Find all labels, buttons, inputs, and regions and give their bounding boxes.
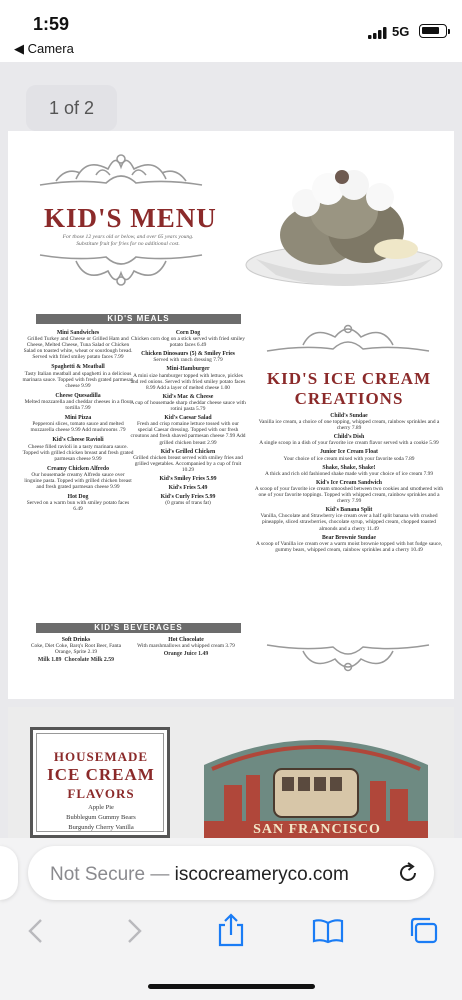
menu-item bbox=[22, 330, 134, 360]
menu-item bbox=[130, 476, 246, 482]
menu-item bbox=[254, 465, 444, 477]
menu-item-desc: A mini size hamburger topped with lettuce, pickles and red onions. Served with fried smiley potato faces 8.99 Add a layer of melted cheese 1.00 bbox=[130, 372, 246, 391]
back-chevron-icon[interactable] bbox=[26, 918, 46, 944]
menu-item-name: Kid's Grilled Chicken bbox=[160, 448, 216, 455]
menu-item-desc: A thick and rich old fashioned shake made with your choice of ice cream 7.99 bbox=[264, 470, 434, 477]
menu-item bbox=[130, 330, 246, 348]
tabs-icon[interactable] bbox=[408, 916, 440, 946]
battery-cap bbox=[448, 29, 450, 34]
menu-item-desc: Vanilla, Chocolate and Strawberry ice cream over a half split banana with crushed pineapple, sliced strawberries, chocolate syrup, whipped cream, chopped toasted almonds and a cherry 11.49 bbox=[260, 513, 438, 532]
menu-item-desc: A scoop of your favorite ice cream smooshed between two cookies and smothered with one of your favorite toppings. Topped with whipped cream, rainbow sprinkles and a cherry 7.99 bbox=[254, 485, 444, 505]
soft-drinks-name: Soft Drinks bbox=[61, 637, 91, 643]
menu-item-desc: Melted mozzarella and cheddar cheeses in a flour tortilla 7.99 bbox=[24, 398, 132, 412]
share-icon[interactable] bbox=[217, 913, 245, 947]
menu-item-desc: Pepperoni slices, tomato sauce and melted mozzarella cheese 9.99 Add mushrooms .79 bbox=[30, 421, 126, 434]
menu-item-name: Kid's Curly Fries 5.99 bbox=[160, 494, 216, 501]
kids-meals-header: KID'S MEALS bbox=[36, 314, 241, 324]
ice-cream-bottom-ornament-icon bbox=[263, 641, 433, 675]
menu-item-desc: Our housemade creamy Alfredo sauce over linguine pasta. Topped with grilled chicken breast and fresh grated parmesan cheese 9.99 bbox=[24, 471, 132, 491]
menu-item bbox=[130, 351, 246, 363]
flavor-item: Bubblegum Gummy Bears bbox=[66, 814, 136, 821]
sundae-photo bbox=[236, 167, 446, 297]
orange-juice-item: Orange Juice 1.49 bbox=[163, 651, 209, 658]
menu-item bbox=[22, 437, 134, 461]
san-francisco-banner: SAN FRANCISCO bbox=[253, 822, 381, 837]
kids-menu-title: KID'S MENU bbox=[44, 203, 217, 233]
menu-item-name: Kid's Cheese Ravioli bbox=[52, 437, 104, 444]
beverages-right bbox=[136, 637, 236, 657]
menu-item-desc: Tasty Italian meatball and spaghetti in a delicious marinara sauce. Topped with fresh grated parmesan cheese 9.99 bbox=[22, 370, 134, 389]
ice-cream-title-line-1: KID'S ICE CREAM bbox=[266, 369, 432, 388]
menu-item-name: Kid's Smiley Fries 5.99 bbox=[159, 475, 217, 482]
menu-item-desc: A cup of housemade sharp cheddar cheese sauce with rotini pasta 5.79 bbox=[130, 399, 246, 413]
battery-icon bbox=[419, 24, 447, 38]
kids-beverages-header: KID'S BEVERAGES bbox=[36, 623, 241, 633]
ice-cream-creations-title bbox=[256, 369, 442, 409]
menu-item bbox=[130, 394, 246, 412]
address-text[interactable] bbox=[50, 864, 349, 886]
flavor-list bbox=[38, 803, 164, 833]
menu-item bbox=[22, 466, 134, 490]
menu-item-name: Child's Dish bbox=[333, 434, 365, 441]
menu-item-name: Kid's Fries 5.49 bbox=[168, 485, 208, 492]
menu-item bbox=[22, 364, 134, 388]
chocolate-milk-item: Chocolate Milk 2.59 bbox=[64, 657, 115, 664]
milk-item: Milk 1.89 bbox=[37, 657, 62, 664]
url-domain: iscocreameryco.com bbox=[174, 864, 349, 885]
top-ornament-icon bbox=[36, 149, 206, 189]
menu-item-desc: Your choice of ice cream mixed with your favorite soda 7.89 bbox=[283, 455, 415, 462]
menu-item-desc: Chicken corn dog on a stick served with fried smiley potato faces 6.49 bbox=[131, 336, 245, 349]
soft-drinks-desc: Coke, Diet Coke, Barq's Root Beer, Fanta Orange, Sprite 2.19 bbox=[30, 643, 122, 656]
meals-right-column bbox=[130, 330, 246, 509]
flavors-label: FLAVORS bbox=[67, 786, 135, 801]
bookmarks-icon[interactable] bbox=[312, 918, 344, 944]
flavor-item: Burgundy Cherry Vanilla bbox=[68, 824, 134, 831]
not-secure-label: Not Secure bbox=[50, 864, 146, 885]
menu-item-name: Spaghetti & Meatball bbox=[51, 364, 105, 371]
menu-item-desc: Fresh and crisp romaine lettuce tossed with our special Caesar dressing. Topped with our fresh croutons and fresh shaved parmesan cheese 7.99 Add grilled chicken breast 2.99 bbox=[130, 421, 246, 446]
forward-chevron-icon[interactable] bbox=[124, 918, 144, 944]
ice-cream-column bbox=[254, 413, 444, 556]
menu-item-name: Creamy Chicken Alfredo bbox=[47, 465, 109, 472]
menu-item bbox=[130, 449, 246, 473]
menu-item-name: Kid's Mac & Cheese bbox=[162, 393, 214, 400]
signal-icon bbox=[368, 27, 388, 39]
menu-item-name: Child's Sundae bbox=[330, 413, 368, 419]
menu-page-2[interactable] bbox=[8, 707, 454, 838]
menu-page-1[interactable] bbox=[8, 131, 454, 699]
menu-item-name: Chicken Dinosaurs (5) & Smiley Fries bbox=[141, 351, 235, 358]
menu-item bbox=[130, 485, 246, 491]
beverages-left bbox=[26, 637, 126, 663]
menu-item-name: Kid's Banana Split bbox=[325, 507, 373, 514]
menu-item-desc: A scoop of Vanilla ice cream over a warm moist brownie topped with hot fudge sauce, gummy bears, whipped cream, rainbow sprinkles and a cherry 10.49 bbox=[255, 540, 443, 553]
flavor-item: Apple Pie bbox=[88, 804, 114, 811]
menu-item bbox=[254, 507, 444, 531]
back-to-camera-link[interactable]: ◀ Camera bbox=[14, 41, 74, 56]
menu-item-name: Hot Dog bbox=[67, 494, 89, 501]
menu-item-desc: Grilled Turkey and Cheese or Grilled Ham and Cheese, Melted Cheese, Tuna Salad or Chicken Salad on toasted white, wheat or sourdough bread. Served with fried smiley potato faces 7.99 bbox=[23, 336, 133, 361]
menu-item-desc: Served on a warm bun with smiley potato faces 6.49 bbox=[26, 500, 130, 513]
menu-subtitle bbox=[38, 234, 218, 248]
menu-item-name: Mini Sandwiches bbox=[56, 330, 100, 336]
menu-item-desc: A single scoop in a dish of your favorite ice cream flavor served with a cookie 5.99 bbox=[259, 440, 439, 447]
menu-item-desc: (0 grams of trans fat) bbox=[165, 500, 211, 507]
url-separator: — bbox=[145, 864, 175, 885]
status-time: 1:59 bbox=[33, 14, 70, 34]
housemade-label: HOUSEMADE bbox=[53, 749, 149, 764]
menu-item-name: Mini Pizza bbox=[64, 415, 92, 422]
hot-chocolate-name: Hot Chocolate bbox=[168, 637, 204, 643]
menu-item bbox=[254, 413, 444, 431]
menu-item bbox=[22, 415, 134, 433]
menu-item bbox=[22, 393, 134, 411]
menu-item-name: Kid's Caesar Salad bbox=[164, 415, 212, 422]
menu-item bbox=[254, 480, 444, 504]
menu-item bbox=[254, 535, 444, 553]
menu-item bbox=[254, 449, 444, 461]
ice-cream-top-ornament-icon bbox=[263, 321, 433, 355]
subtitle-line-1: For those 12 years old or below, and over 65 years young. bbox=[62, 234, 194, 240]
hot-chocolate-desc: With marshmallows and whipped cream 3.79 bbox=[137, 643, 235, 650]
ice-cream-title-line-2: CREATIONS bbox=[294, 389, 404, 408]
home-indicator[interactable] bbox=[148, 984, 315, 989]
network-label: 5G bbox=[392, 24, 410, 39]
menu-item-desc: Vanilla ice cream, a choice of one topping, whipped cream, rainbow sprinkles and a cherry 7.89 bbox=[258, 419, 440, 432]
menu-item bbox=[130, 366, 246, 390]
bottom-ornament-icon bbox=[36, 251, 206, 287]
menu-item-name: Bear Brownie Sundae bbox=[322, 534, 376, 541]
menu-item bbox=[130, 494, 246, 506]
menu-item-desc: Served with ranch dressing 7.79 bbox=[153, 357, 223, 364]
menu-item bbox=[130, 415, 246, 445]
menu-item-desc: Grilled chicken breast served with smiley fries and grilled vegetables. Accompanied by a cup of fruit 10.29 bbox=[133, 454, 243, 473]
menu-item-name: Kid's Ice Cream Sandwich bbox=[315, 479, 383, 486]
menu-item-name: Mini-Hamburger bbox=[166, 366, 210, 373]
menu-item-desc: Cheese filled ravioli in a tasty marinara sauce. Topped with grilled chicken breast and fresh grated parmesan cheese 9.99 bbox=[22, 443, 134, 462]
menu-item bbox=[254, 434, 444, 446]
reload-icon[interactable] bbox=[396, 861, 420, 885]
menu-item-name: Corn Dog bbox=[175, 330, 201, 336]
page-indicator: 1 of 2 bbox=[26, 85, 117, 131]
subtitle-line-2: Substitute fruit for fries for no additional cost. bbox=[76, 241, 180, 247]
menu-item-name: Shake, Shake, Shake! bbox=[322, 464, 376, 471]
menu-item-name: Cheese Quesadilla bbox=[55, 392, 101, 399]
ice-cream-label: ICE CREAM bbox=[47, 765, 155, 784]
menu-item-name: Junior Ice Cream Float bbox=[320, 449, 378, 456]
meals-left-column bbox=[22, 330, 134, 516]
menu-item bbox=[22, 494, 134, 512]
